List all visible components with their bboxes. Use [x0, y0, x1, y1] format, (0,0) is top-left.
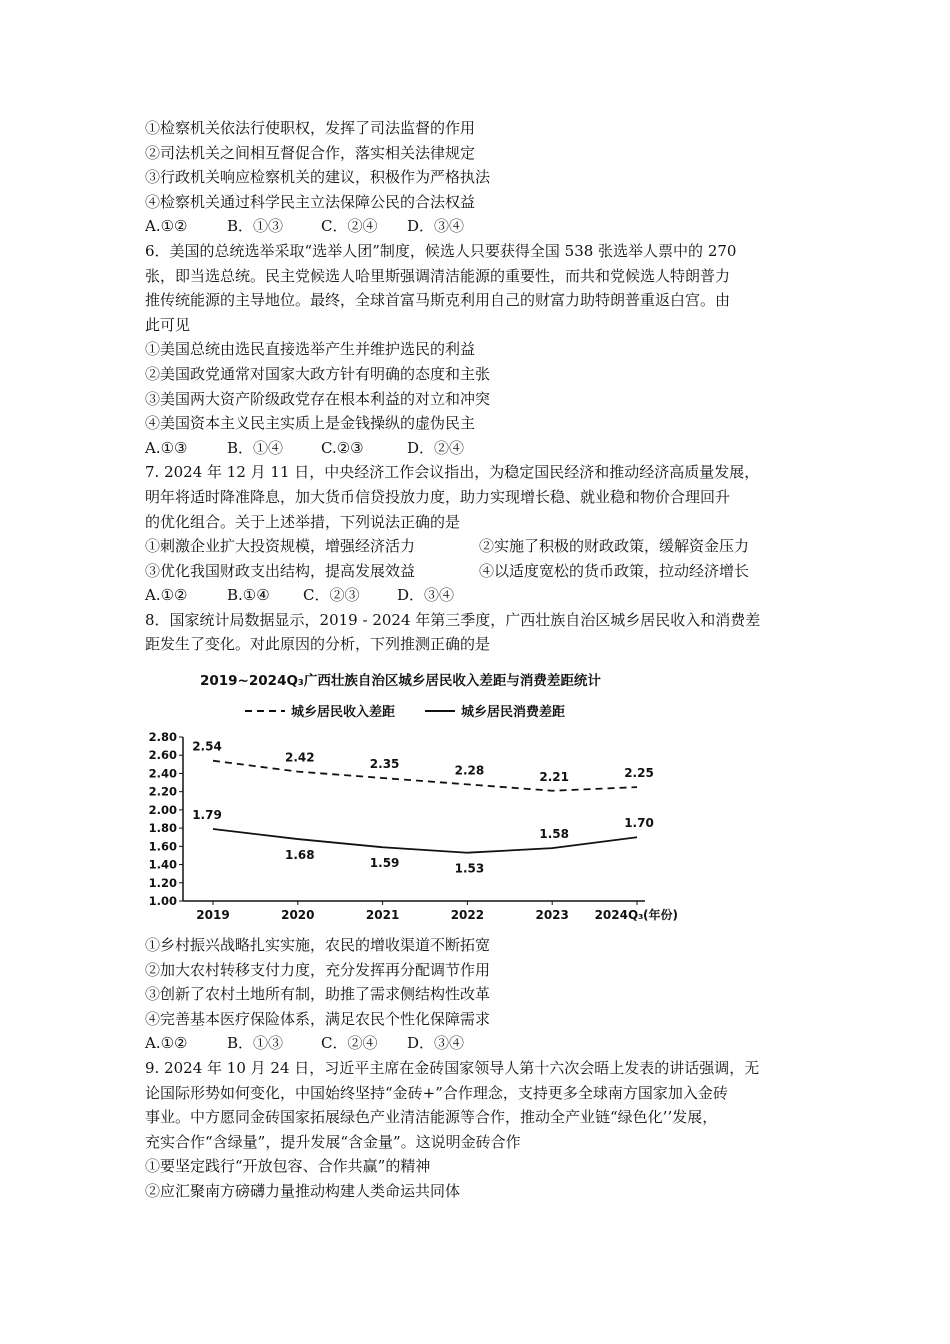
q7-item-2: ②实施了积极的财政政策，缓解资金压力 [479, 537, 750, 556]
q5-item-4: ④检察机关通过科学民主立法保障公民的合法权益 [145, 192, 476, 211]
q5-item-3: ③行政机关响应检察机关的建议，积极作为严格执法 [145, 168, 491, 187]
consumption-gap-data-label: 1.58 [539, 827, 570, 842]
q8-option-d: D．③④ [407, 1034, 465, 1053]
x-tick-label: 2021 [365, 908, 400, 923]
q7-items-row-1 [145, 534, 815, 559]
consumption-gap-data-label: 1.79 [192, 808, 222, 823]
y-tick-label: 1.20 [148, 875, 177, 890]
q8-item-2: ②加大农村转移支付力度，充分发挥再分配调节作用 [145, 960, 491, 979]
consumption-gap-line [213, 829, 637, 853]
gap-chart [145, 665, 685, 927]
q8-stem-line-2: 距发生了变化。对此原因的分析，下列推测正确的是 [145, 635, 491, 654]
q7-option-b: B.①④ [227, 586, 270, 605]
exam-page [145, 116, 815, 1204]
q6-stem-line-2: 张，即当选总统。民主党候选人哈里斯强调清洁能源的重要性，而共和党候选人特朗普力 [145, 266, 731, 285]
q9-item-1: ①要坚定践行“开放包容、合作共赢”的精神 [145, 1157, 431, 1176]
legend-income-gap: 城乡居民收入差距 [291, 705, 396, 721]
q7-options [145, 583, 815, 608]
q7-stem-line-2: 明年将适时降准降息，加大货币信贷投放力度，助力实现增长稳、就业稳和物价合理回升 [145, 487, 731, 506]
q7-option-a: A.①② [145, 586, 188, 605]
q8-option-b: B．①③ [227, 1034, 284, 1053]
y-tick-label: 2.00 [148, 802, 177, 817]
consumption-gap-data-label: 1.70 [624, 816, 654, 831]
x-axis-suffix: (年份) [643, 908, 678, 923]
y-tick-label: 1.40 [148, 857, 177, 872]
chart-legend [245, 704, 565, 720]
q6-item-3: ③美国两大资产阶级政党存在根本利益的对立和冲突 [145, 389, 491, 408]
q7-item-4: ④以适度宽松的货币政策，拉动经济增长 [479, 561, 750, 580]
q5-options [145, 214, 815, 239]
q5-option-a: A.①② [145, 217, 188, 236]
q8-option-a: A.①② [145, 1034, 188, 1053]
q5-item-1: ①检察机关依法行使职权，发挥了司法监督的作用 [145, 119, 476, 137]
income-gap-data-label: 2.25 [624, 766, 654, 781]
q6-stem-line-4: 此可见 [145, 315, 191, 334]
q5-option-c: C．②④ [321, 217, 378, 236]
gap-chart-svg [145, 665, 685, 927]
q9-stem-line-3: 事业。中方愿同金砖国家拓展绿色产业清洁能源等合作，推动全产业链“绿色化’’发展， [145, 1108, 718, 1127]
income-gap-data-label: 2.54 [192, 739, 222, 754]
income-gap-data-label: 2.21 [539, 769, 570, 784]
q8-item-1: ①乡村振兴战略扎实实施，农民的增收渠道不断拓宽 [145, 936, 491, 955]
x-tick-label: 2020 [281, 908, 315, 923]
q6-item-4: ④美国资本主义民主实质上是金钱操纵的虚伪民主 [145, 414, 476, 433]
y-tick-label: 1.80 [148, 821, 177, 836]
x-tick-label: 2023 [535, 908, 569, 923]
q7-option-c: C．②③ [303, 586, 360, 605]
q6-options [145, 436, 815, 461]
x-tick-label: 2024Q₃ [594, 908, 644, 923]
q9-item-2: ②应汇聚南方磅礴力量推动构建人类命运共同体 [145, 1182, 461, 1200]
q8-item-4: ④完善基本医疗保险体系，满足农民个性化保障需求 [145, 1009, 491, 1028]
q7-stem-line-3: 的优化组合。关于上述举措，下列说法正确的是 [145, 512, 461, 531]
q9-stem-line-2: 论国际形势如何变化，中国始终坚持“金砖+”合作理念，支持更多全球南方国家加入金砖 [145, 1083, 728, 1102]
q6-option-d: D．②④ [407, 438, 465, 457]
q8-options [145, 1031, 815, 1056]
q6-option-c: C.②③ [321, 438, 364, 457]
q6-item-2: ②美国政党通常对国家大政方针有明确的态度和主张 [145, 364, 491, 383]
legend-consumption-gap: 城乡居民消费差距 [461, 705, 566, 721]
q7-item-3: ③优化我国财政支出结构，提高发展效益 [145, 561, 416, 580]
x-tick-label: 2022 [450, 908, 485, 923]
y-tick-label: 2.80 [148, 730, 177, 745]
q5-option-d: D．③④ [407, 217, 465, 236]
q6-item-1: ①美国总统由选民直接选举产生并维护选民的利益 [145, 340, 476, 359]
consumption-gap-data-label: 1.53 [454, 861, 485, 876]
chart-title: 2019~2024Q₃广西壮族自治区城乡居民收入差距与消费差距统计 [200, 673, 601, 690]
q7-option-d: D．③④ [397, 586, 455, 605]
q9-stem-line-4: 充实合作“含绿量”，提升发展“含金量”。这说明金砖合作 [145, 1132, 521, 1151]
q8-item-3: ③创新了农村土地所有制，助推了需求侧结构性改革 [145, 985, 491, 1004]
q5-item-2: ②司法机关之间相互督促合作，落实相关法律规定 [145, 143, 476, 162]
consumption-gap-data-label: 1.68 [284, 848, 315, 863]
q6-option-a: A.①③ [145, 438, 188, 457]
income-gap-line [213, 761, 637, 791]
q8-stem-line-1: 8．国家统计局数据显示，2019 - 2024 年第三季度，广西壮族自治区城乡居民收入和消费差 [145, 610, 761, 629]
q5-option-b: B．①③ [227, 217, 284, 236]
income-gap-data-label: 2.42 [284, 750, 315, 765]
y-tick-label: 2.60 [148, 748, 177, 763]
income-gap-data-label: 2.28 [454, 763, 485, 778]
q7-stem-line-1: 7. 2024 年 12 月 11 日，中央经济工作会议指出，为稳定国民经济和推动经济高质量发展， [145, 463, 760, 482]
q6-option-b: B．①④ [227, 438, 284, 457]
y-tick-label: 1.00 [148, 894, 177, 909]
x-tick-label: 2019 [196, 908, 230, 923]
q8-option-c: C．②④ [321, 1034, 378, 1053]
y-tick-label: 1.60 [148, 839, 177, 854]
q7-item-1: ①刺激企业扩大投资规模，增强经济活力 [145, 537, 416, 556]
q7-items-row-2 [145, 559, 815, 584]
q6-stem-line-1: 6．美国的总统选举采取“选举人团”制度，候选人只要获得全国 538 张选举人票中的 270 [145, 241, 737, 260]
y-tick-label: 2.40 [148, 766, 177, 781]
y-tick-label: 2.20 [148, 784, 177, 799]
income-gap-data-label: 2.35 [369, 757, 400, 772]
q6-stem-line-3: 推传统能源的主导地位。最终，全球首富马斯克利用自己的财富力助特朗普重返白宫。由 [145, 291, 731, 310]
consumption-gap-data-label: 1.59 [369, 856, 400, 871]
q9-stem-line-1: 9. 2024 年 10 月 24 日，习近平主席在金砖国家领导人第十六次会晤上发表的讲话强调，无 [145, 1059, 760, 1078]
